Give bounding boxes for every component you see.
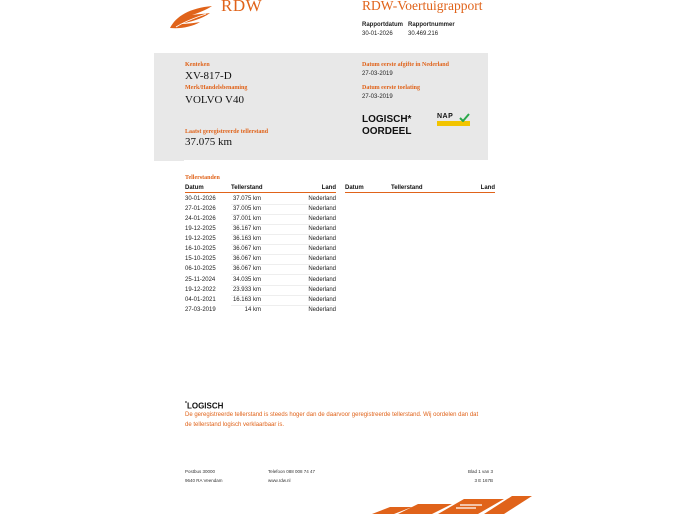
row-date: 25-11-2024 <box>185 277 216 283</box>
row-date: 19-12-2025 <box>185 236 216 242</box>
footer-city: 9640 RA Veendam <box>185 478 223 483</box>
footer-stripes-decoration <box>372 494 552 514</box>
report-date-value: 30-01-2026 <box>362 31 393 37</box>
row-date: 27-01-2026 <box>185 206 216 212</box>
row-odometer: 36.067 km <box>232 256 261 262</box>
table-row <box>185 245 336 255</box>
col-header-country: Land <box>321 185 336 191</box>
row-country: Nederland <box>308 307 336 313</box>
row-odometer: 16.163 km <box>232 297 261 303</box>
table-row <box>185 215 336 225</box>
first-issue-nl-label: Datum eerste afgifte in Nederland <box>362 62 449 68</box>
footer-website: www.rdw.nl <box>268 478 291 483</box>
row-country: Nederland <box>308 277 336 283</box>
row-odometer: 36.067 km <box>232 246 261 252</box>
row-country: Nederland <box>308 246 336 252</box>
table-row <box>185 195 336 205</box>
first-issue-nl-value: 27-03-2019 <box>362 71 393 77</box>
nap-logo-text: NAP <box>437 113 454 120</box>
odometer-label: Laatst geregistreerde tellerstand <box>185 129 269 135</box>
col-header-date-2: Datum <box>345 185 364 191</box>
table-row <box>185 276 336 286</box>
verdict-line-1: LOGISCH* <box>362 114 412 125</box>
footer-page: Blad 1 van 3 <box>467 469 493 474</box>
panel-notch <box>154 152 184 161</box>
col-header-odometer: Tellerstand <box>231 185 263 191</box>
first-admission-label: Datum eerste toelating <box>362 85 420 91</box>
row-odometer: 37.005 km <box>232 206 261 212</box>
row-odometer: 37.075 km <box>232 196 261 202</box>
note-title-text: LOGISCH <box>186 401 224 411</box>
check-icon <box>459 113 470 122</box>
note-title-star: * <box>185 401 187 407</box>
row-country: Nederland <box>308 216 336 222</box>
row-odometer: 14 km <box>244 307 261 313</box>
report-number-label: Rapportnummer <box>408 22 455 28</box>
row-country: Nederland <box>308 287 336 293</box>
col-header-date: Datum <box>185 185 204 191</box>
row-country: Nederland <box>308 206 336 212</box>
brand-value: VOLVO V40 <box>185 94 244 106</box>
row-country: Nederland <box>308 256 336 262</box>
row-odometer: 34.035 km <box>232 277 261 283</box>
row-date: 30-01-2026 <box>185 196 216 202</box>
table-row <box>185 225 336 235</box>
table-row <box>185 296 336 306</box>
license-plate-value: XV-817-D <box>185 70 232 82</box>
note-title <box>185 401 223 411</box>
row-date: 06-10-2025 <box>185 266 216 272</box>
nap-logo <box>437 113 470 126</box>
note-text: De geregistreerde tellerstand is steeds hoger dan de daarvoor geregistreerde tellerstand. Wij oordelen dan dat de tellerstand logisch verklaarbaar is. <box>185 412 479 428</box>
row-country: Nederland <box>308 266 336 272</box>
row-odometer: 37.001 km <box>232 216 261 222</box>
table-row <box>185 205 336 215</box>
col-header-country-2: Land <box>480 185 495 191</box>
row-country: Nederland <box>308 297 336 303</box>
table-row <box>185 265 336 275</box>
first-admission-value: 27-03-2019 <box>362 94 393 100</box>
row-date: 19-12-2022 <box>185 287 216 293</box>
footer-postbus: Postbus 30000 <box>185 469 216 474</box>
verdict-line-2: OORDEEL <box>362 126 412 137</box>
table-row <box>185 255 336 265</box>
brand-label: Merk/Handelsbenaming <box>185 85 248 91</box>
row-country: Nederland <box>308 196 336 202</box>
license-plate-label: Kenteken <box>185 62 210 68</box>
row-country: Nederland <box>308 236 336 242</box>
report-date-label: Rapportdatum <box>362 22 403 28</box>
row-date: 24-01-2026 <box>185 216 216 222</box>
row-odometer: 23.933 km <box>232 287 261 293</box>
row-date: 04-01-2021 <box>185 297 216 303</box>
row-odometer: 36.167 km <box>232 226 261 232</box>
report-title: RDW-Voertuigrapport <box>362 0 483 13</box>
row-date: 27-03-2019 <box>185 307 216 313</box>
row-date: 19-12-2025 <box>185 226 216 232</box>
footer-phone: Telefoon 088 008 74 47 <box>268 469 316 474</box>
verdict <box>362 114 411 138</box>
table-header-rule <box>185 192 336 193</box>
row-odometer: 36.163 km <box>232 236 261 242</box>
footer-code: 3 E 167B <box>474 478 493 483</box>
row-country: Nederland <box>308 226 336 232</box>
table-row <box>185 235 336 245</box>
col-header-odometer-2: Tellerstand <box>391 185 423 191</box>
logo-text: RDW <box>221 0 263 15</box>
row-date: 16-10-2025 <box>185 246 216 252</box>
odometer-section-title: Tellerstanden <box>185 175 220 181</box>
rdw-logo-icon <box>168 4 218 30</box>
row-date: 15-10-2025 <box>185 256 216 262</box>
table-header-rule-2 <box>345 192 495 193</box>
odometer-value: 37.075 km <box>185 136 233 148</box>
table-row <box>185 306 336 316</box>
row-odometer: 36.067 km <box>232 266 261 272</box>
table-row <box>185 286 336 296</box>
report-number-value: 30.469.216 <box>408 31 439 37</box>
